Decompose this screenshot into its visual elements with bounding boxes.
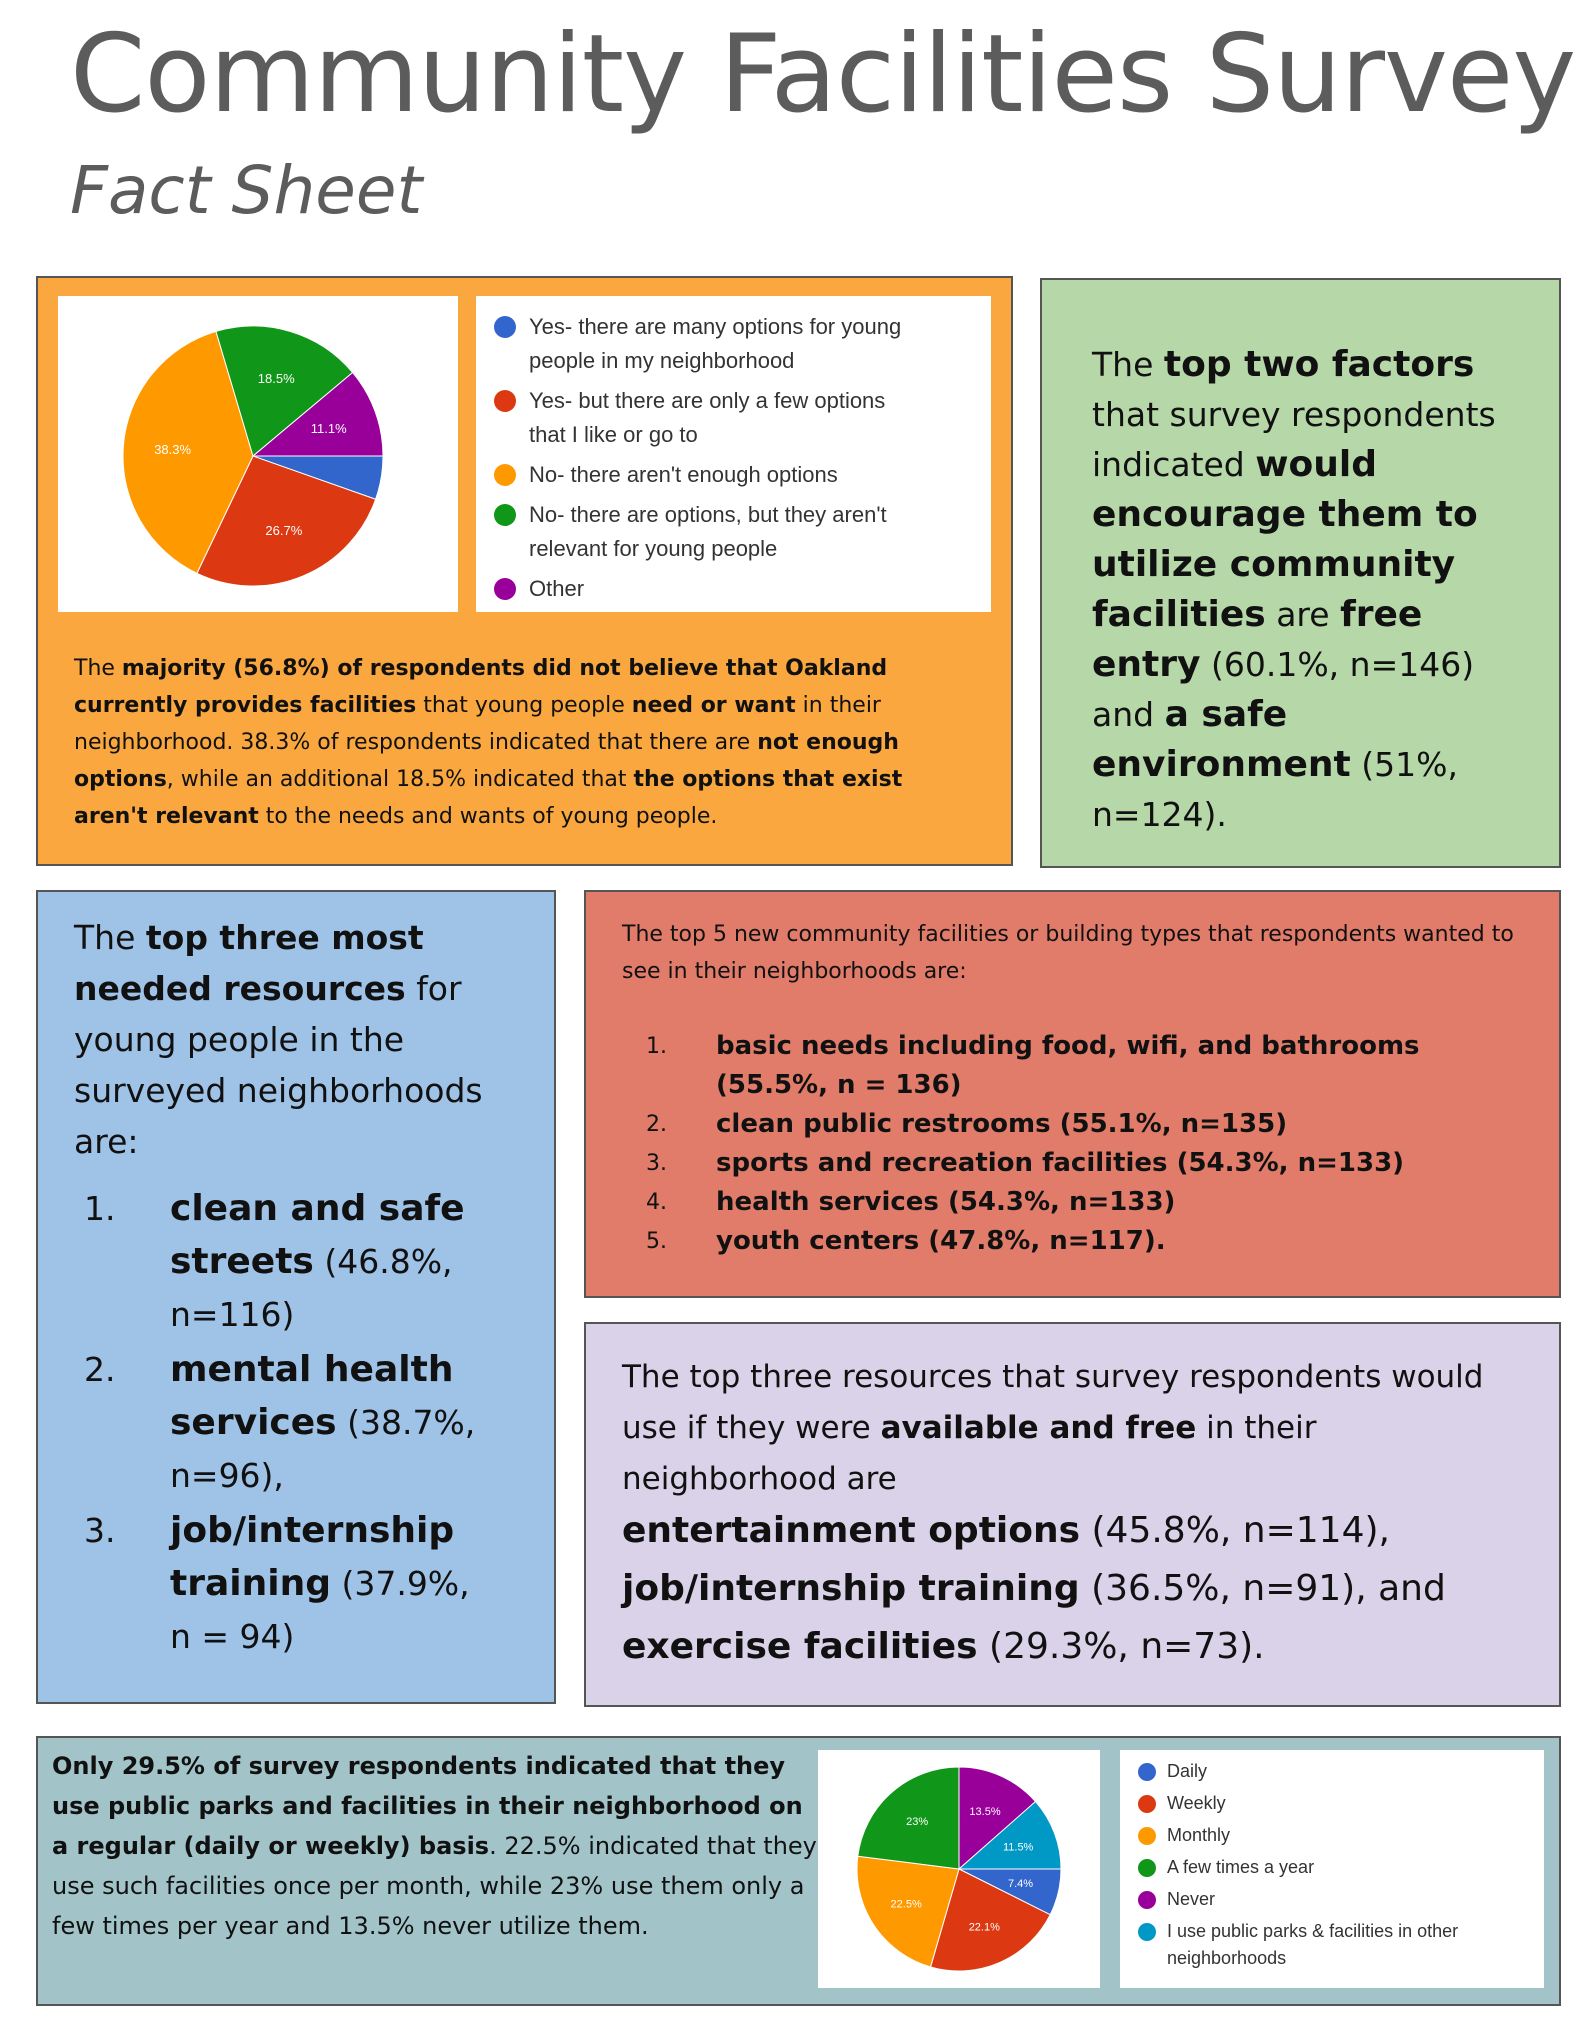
- list-number: 3.: [84, 1511, 116, 1550]
- legend-dot-icon: [1138, 1827, 1156, 1845]
- options-text-part: that young people: [416, 693, 632, 718]
- options-summary-text: [74, 650, 974, 835]
- parks-slice-label: 22.5%: [890, 1898, 922, 1911]
- needed-resources-intro: [74, 912, 514, 1167]
- options-legend-label: Yes- but there are only a few options that I like or go to: [529, 388, 886, 447]
- list-item: [646, 1222, 1506, 1261]
- options-panel: [36, 276, 1013, 866]
- options-legend-label: Yes- there are many options for young people in my neighborhood: [529, 314, 902, 373]
- list-item-bold: job/internship training: [170, 1510, 455, 1604]
- page-subtitle: Fact Sheet: [70, 152, 423, 229]
- parks-slice-label: 23%: [906, 1816, 929, 1829]
- free-resources-panel: [584, 1322, 1561, 1707]
- list-number: 1.: [84, 1189, 116, 1228]
- parks-legend-label: Weekly: [1167, 1793, 1226, 1813]
- new-facilities-list: [646, 1027, 1506, 1261]
- list-item: [84, 1504, 484, 1663]
- legend-dot-icon: [1138, 1859, 1156, 1877]
- legend-dot-icon: [494, 390, 516, 412]
- list-item-text: youth centers (47.8%, n=117).: [716, 1226, 1166, 1256]
- legend-dot-icon: [1138, 1763, 1156, 1781]
- parks-legend-label: Never: [1167, 1889, 1216, 1909]
- free-text-part: The top three resources that survey respondents would use if they were: [622, 1359, 1484, 1446]
- factors-panel: [1040, 278, 1561, 868]
- factors-text-bold: would encourage them to utilize community facilities: [1092, 444, 1478, 635]
- parks-pie-chart-box: [818, 1750, 1100, 1988]
- legend-dot-icon: [494, 504, 516, 526]
- legend-dot-icon: [1138, 1923, 1156, 1941]
- list-number: 2.: [646, 1112, 667, 1137]
- list-number: 5.: [646, 1229, 667, 1254]
- list-number: 1.: [646, 1034, 667, 1059]
- resources-text-part: for young people in the surveyed neighborhoods are:: [74, 969, 483, 1161]
- free-text-part: (29.3%, n=73).: [977, 1626, 1265, 1667]
- parks-slice-label: 11.5%: [1002, 1841, 1034, 1854]
- new-facilities-panel: [584, 890, 1561, 1298]
- factors-text: [1092, 340, 1532, 840]
- free-text-part: (36.5%, n=91), and: [1079, 1568, 1446, 1609]
- parks-legend-item: [1138, 1758, 1538, 1785]
- parks-legend-item: [1138, 1854, 1538, 1881]
- list-item-bold: clean and safe streets: [170, 1188, 465, 1282]
- options-legend-item: [494, 498, 984, 566]
- list-item-rest: (37.9%, n = 94): [170, 1564, 470, 1656]
- parks-slice-label: 7.4%: [1007, 1878, 1034, 1891]
- factors-text-part: that survey respondents indicated: [1092, 395, 1496, 484]
- legend-dot-icon: [1138, 1795, 1156, 1813]
- free-resources-intro: [622, 1352, 1522, 1505]
- parks-usage-panel: [36, 1736, 1561, 2006]
- new-facilities-intro: The top 5 new community facilities or building types that respondents wanted to see in their neighborhoods are:: [622, 922, 1514, 984]
- options-text-part: The: [74, 656, 122, 681]
- needed-resources-list: [84, 1182, 484, 1665]
- free-text-bold: job/internship training: [622, 1568, 1080, 1609]
- options-pie-chart: [58, 296, 458, 612]
- list-item-text: basic needs including food, wifi, and bathrooms (55.5%, n = 136): [716, 1031, 1420, 1100]
- free-text-bold: available and free: [880, 1410, 1197, 1446]
- list-item-rest: (38.7%, n=96),: [170, 1403, 476, 1495]
- needed-resources-panel: [36, 890, 556, 1704]
- free-text-part: (45.8%, n=114),: [1080, 1510, 1390, 1551]
- options-text-bold: not enough options: [74, 730, 899, 792]
- factors-text-bold: a safe environment: [1092, 694, 1351, 785]
- list-item-rest: (46.8%, n=116): [170, 1242, 453, 1334]
- list-item: [646, 1183, 1506, 1222]
- parks-text-part: . 22.5% indicated that they use such facilities once per month, while 23% use them only a few times per year and 13.5% never utilize them.: [52, 1832, 817, 1940]
- list-item: [646, 1027, 1506, 1105]
- parks-legend-item: [1138, 1918, 1538, 1972]
- list-item: [646, 1144, 1506, 1183]
- options-slice-label: 18.5%: [257, 371, 295, 387]
- options-legend-item: [494, 384, 984, 452]
- factors-text-part: (60.1%, n=146) and: [1092, 645, 1475, 734]
- parks-usage-text: [52, 1746, 822, 1946]
- parks-legend-label: A few times a year: [1167, 1857, 1315, 1877]
- list-number: 2.: [84, 1350, 116, 1389]
- resources-text-part: The: [74, 918, 146, 957]
- list-number: 3.: [646, 1151, 667, 1176]
- parks-legend-label: I use public parks & facilities in other neighborhoods: [1167, 1921, 1459, 1968]
- page-title: Community Facilities Survey: [70, 12, 1576, 137]
- parks-legend-label: Daily: [1167, 1761, 1208, 1781]
- parks-slice-label: 13.5%: [969, 1806, 1001, 1819]
- free-text-part: in their neighborhood are: [622, 1410, 1317, 1497]
- options-legend-item: [494, 572, 984, 606]
- options-text-bold: need or want: [631, 693, 796, 718]
- options-legend-label: No- there are options, but they aren't relevant for young people: [529, 502, 887, 561]
- factors-text-part: are: [1265, 595, 1341, 634]
- factors-text-part: The: [1092, 345, 1164, 384]
- options-legend-label: No- there aren't enough options: [529, 462, 838, 487]
- list-item: [84, 1343, 484, 1502]
- parks-pie-chart: [818, 1750, 1100, 1988]
- options-text-part: to the needs and wants of young people.: [258, 804, 718, 829]
- options-text-bold: majority (56.8%) of respondents did not believe that Oakland currently provides facilities: [74, 656, 888, 718]
- options-legend-item: [494, 458, 984, 492]
- legend-dot-icon: [494, 316, 516, 338]
- options-slice-label: 38.3%: [154, 442, 192, 458]
- list-item: [84, 1182, 484, 1341]
- list-item-text: health services (54.3%, n=133): [716, 1187, 1176, 1217]
- free-text-bold: exercise facilities: [622, 1626, 978, 1667]
- parks-legend-item: [1138, 1822, 1538, 1849]
- parks-legend-item: [1138, 1886, 1538, 1913]
- options-legend: [476, 296, 991, 612]
- list-number: 4.: [646, 1190, 667, 1215]
- parks-slice-label: 22.1%: [968, 1921, 1000, 1934]
- options-text-part: , while an additional 18.5% indicated that: [166, 767, 634, 792]
- parks-legend: [1120, 1750, 1544, 1988]
- legend-dot-icon: [494, 578, 516, 600]
- free-text-bold: entertainment options: [622, 1510, 1081, 1551]
- factors-text-part: (51%, n=124).: [1092, 745, 1458, 834]
- list-item-text: clean public restrooms (55.1%, n=135): [716, 1109, 1288, 1139]
- options-slice-label: 26.7%: [265, 522, 303, 538]
- options-legend-item: [494, 310, 984, 378]
- options-text-part: in their neighborhood. 38.3% of respondents indicated that there are: [74, 693, 881, 755]
- resources-text-bold: top three most needed resources: [74, 918, 424, 1008]
- options-text-bold: the options that exist aren't relevant: [74, 767, 903, 829]
- options-legend-label: Other: [529, 576, 585, 601]
- list-item-text: sports and recreation facilities (54.3%, n=133): [716, 1148, 1405, 1178]
- legend-dot-icon: [1138, 1891, 1156, 1909]
- factors-text-bold: top two factors: [1163, 344, 1475, 385]
- list-item: [646, 1105, 1506, 1144]
- list-item-bold: mental health services: [170, 1349, 454, 1443]
- parks-text-bold: Only 29.5% of survey respondents indicated that they use public parks and facilities in their neighborhood on a regular (daily or weekly) basis: [52, 1752, 803, 1860]
- free-resources-list: [622, 1502, 1522, 1676]
- options-slice-label: 11.1%: [310, 420, 347, 436]
- parks-legend-item: [1138, 1790, 1538, 1817]
- parks-legend-label: Monthly: [1167, 1825, 1231, 1845]
- legend-dot-icon: [494, 464, 516, 486]
- factors-text-bold: free entry: [1092, 594, 1423, 685]
- options-pie-chart-box: [58, 296, 458, 612]
